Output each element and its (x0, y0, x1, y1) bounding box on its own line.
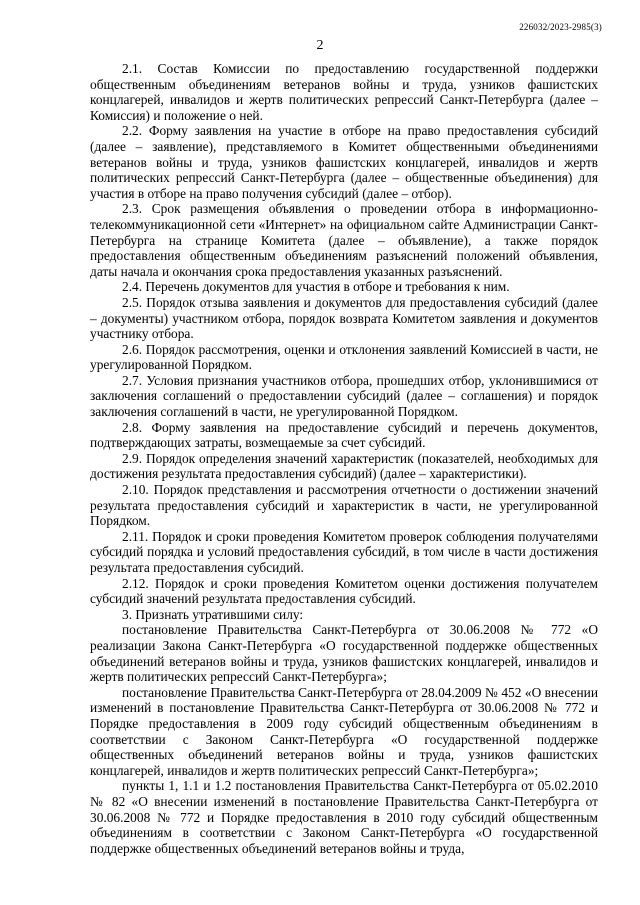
paragraph-2-3: 2.3. Срок размещения объявления о проведении отбора в информационно-телекоммуникационной сети «Интернет» на официальном сайте Администрации Санкт-Петербурга на странице Комитета (далее – объявление), а также порядок предоставления общественным объединениям разъяснений положений объявления, даты начала и окончания срока предоставления указанных разъяснений. (90, 201, 598, 279)
document-body (90, 61, 598, 856)
paragraph-2-11: 2.11. Порядок и сроки проведения Комитетом проверок соблюдения получателями субсидий порядка и условий предоставления субсидий, в том числе в части достижения результата предоставления субсидий. (90, 528, 598, 575)
paragraph-2-10: 2.10. Порядок представления и рассмотрения отчетности о достижении значений результата предоставления субсидий и характеристик в части, не урегулированной Порядком. (90, 482, 598, 529)
paragraph-2-2: 2.2. Форму заявления на участие в отборе на право предоставления субсидий (далее – заявление), представляемого в Комитет общественными объединениями ветеранов войны и труда, узников фашистских концлагерей, инвалидов и жертв политических репрессий Санкт-Петербурга (далее – общественные объединения) для участия в отборе на право получения субсидий (далее – отбор). (90, 123, 598, 201)
paragraph-2-8: 2.8. Форму заявления на предоставление субсидий и перечень документов, подтверждающих затраты, возмещаемые за счет субсидий. (90, 419, 598, 451)
paragraph-repeal-3: пункты 1, 1.1 и 1.2 постановления Правительства Санкт-Петербурга от 05.02.2010 № 82 «О внесении изменений в постановление Правительства Санкт-Петербурга от 30.06.2008 № 772 и Порядке предоставления в 2010 году субсидий общественным объединениям в соответствии с Законом Санкт-Петербурга «О государственной поддержке общественных объединений ветеранов войны и труда, (90, 778, 598, 856)
document-id: 226032/2023-2985(3) (519, 22, 602, 32)
paragraph-3: 3. Признать утратившими силу: (122, 606, 304, 622)
paragraph-2-1: 2.1. Состав Комиссии по предоставлению государственной поддержки общественным объединениям ветеранов войны и труда, узников фашистских концлагерей, инвалидов и жертв политических репрессий Санкт-Петербурга (далее – Комиссия) и положение о ней. (90, 61, 598, 123)
paragraph-repeal-1: постановление Правительства Санкт-Петербурга от 30.06.2008 № 772 «О реализации Закона Санкт-Петербурга «О государственной поддержке общественных объединений ветеранов войны и труда, узников фашистских концлагерей, инвалидов и жертв политических репрессий Санкт-Петербурга»; (90, 622, 598, 685)
paragraph-2-4: 2.4. Перечень документов для участия в отборе и требования к ним. (122, 279, 510, 295)
paragraph-repeal-2: постановление Правительства Санкт-Петербурга от 28.04.2009 № 452 «О внесении изменений в постановление Правительства Санкт-Петербурга от 30.06.2008 № 772 и Порядке предоставления в 2009 году субсидий общественным объединениям в соответствии с Законом Санкт-Петербурга «О государственной поддержке общественных объединений ветеранов войны и труда, узников фашистских концлагерей, инвалидов и жертв политических репрессий Санкт-Петербурга»; (90, 684, 598, 778)
page-number: 2 (316, 38, 324, 53)
paragraph-2-9: 2.9. Порядок определения значений характеристик (показателей, необходимых для достижения результата предоставления субсидий) (далее – характеристики). (90, 450, 598, 482)
paragraph-2-7: 2.7. Условия признания участников отбора, прошедших отбор, уклонившимися от заключения соглашений о предоставлении субсидий (далее – соглашения) и порядок заключения соглашений в части, не урегулированной Порядком. (90, 372, 598, 420)
paragraph-2-12: 2.12. Порядок и сроки проведения Комитетом оценки достижения получателем субсидий значений результата предоставления субсидий. (90, 575, 598, 607)
paragraph-2-6: 2.6. Порядок рассмотрения, оценки и отклонения заявлений Комиссией в части, не урегулированной Порядком. (90, 341, 598, 373)
paragraph-2-5: 2.5. Порядок отзыва заявления и документов для предоставления субсидий (далее – документы) участником отбора, порядок возврата Комитетом заявления и документов участнику отбора. (90, 294, 598, 342)
